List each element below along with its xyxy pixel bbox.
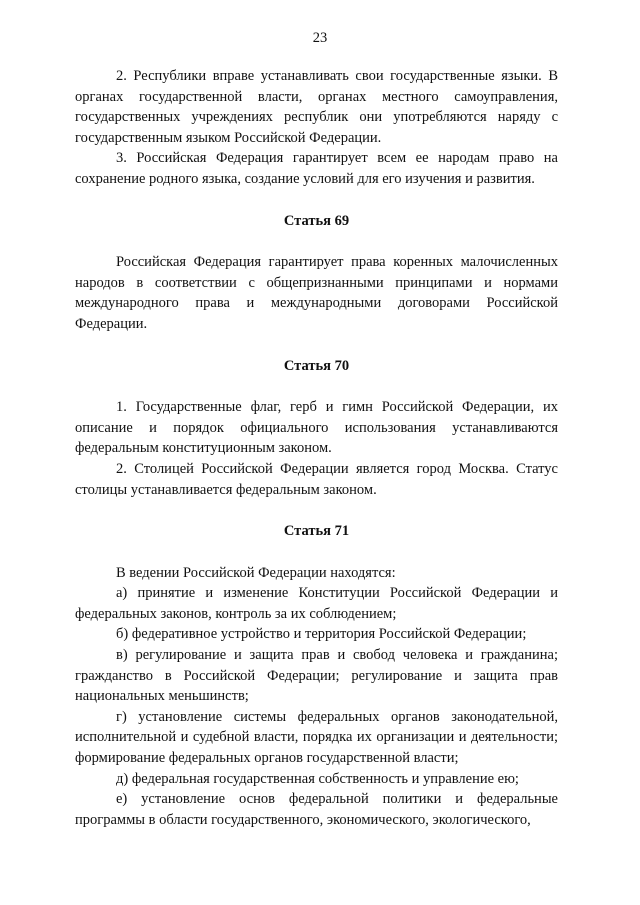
paragraph: 3. Российская Федерация гарантирует всем ее народам право на сохранение родного языка, создание условий для его изучения и развития. — [75, 150, 558, 187]
page-number: 23 — [312, 30, 328, 46]
article-heading: Статья 71 — [283, 523, 350, 540]
list-item: а) принятие и изменение Конституции Российской Федерации и федеральных законов, контроль за их соблюдением; — [75, 585, 558, 622]
paragraph: В ведении Российской Федерации находятся: — [116, 564, 396, 581]
list-item: б) федеративное устройство и территория Российской Федерации; — [116, 626, 527, 643]
paragraph: 2. Столицей Российской Федерации является город Москва. Статус столицы устанавливается федеральным законом. — [75, 460, 558, 498]
list-item: г) установление системы федеральных органов законодательной, исполнительной и судебной власти, порядка их организации и деятельности; формирование федеральных органов государственной власти; — [75, 708, 558, 767]
list-item: е) установление основ федеральной политики и федеральные программы в области государственного, экономического, экологического, — [75, 791, 558, 828]
list-item: в) регулирование и защита прав и свобод человека и гражданина; гражданство в Российской Федерации; регулирование и защита прав национальных меньшинств; — [75, 647, 558, 705]
paragraph: Российская Федерация гарантирует права коренных малочисленных народов в соответствии с общепризнанными принципами и нормами международного права и международными договорами Российской Федерации. — [75, 254, 558, 332]
document-body — [75, 66, 558, 830]
paragraph: 1. Государственные флаг, герб и гимн Российской Федерации, их описание и порядок официального использования устанавливаются федеральным конституционным законом. — [75, 399, 558, 457]
list-item: д) федеральная государственная собственность и управление ею; — [116, 770, 519, 787]
article-heading: Статья 69 — [283, 212, 350, 229]
paragraph: 2. Республики вправе устанавливать свои государственные языки. В органах государственной власти, органах местного самоуправления, государственных учреждениях республик они употребляются наряду с государственным языком Российской Федерации. — [75, 68, 558, 146]
article-heading: Статья 70 — [283, 357, 350, 374]
